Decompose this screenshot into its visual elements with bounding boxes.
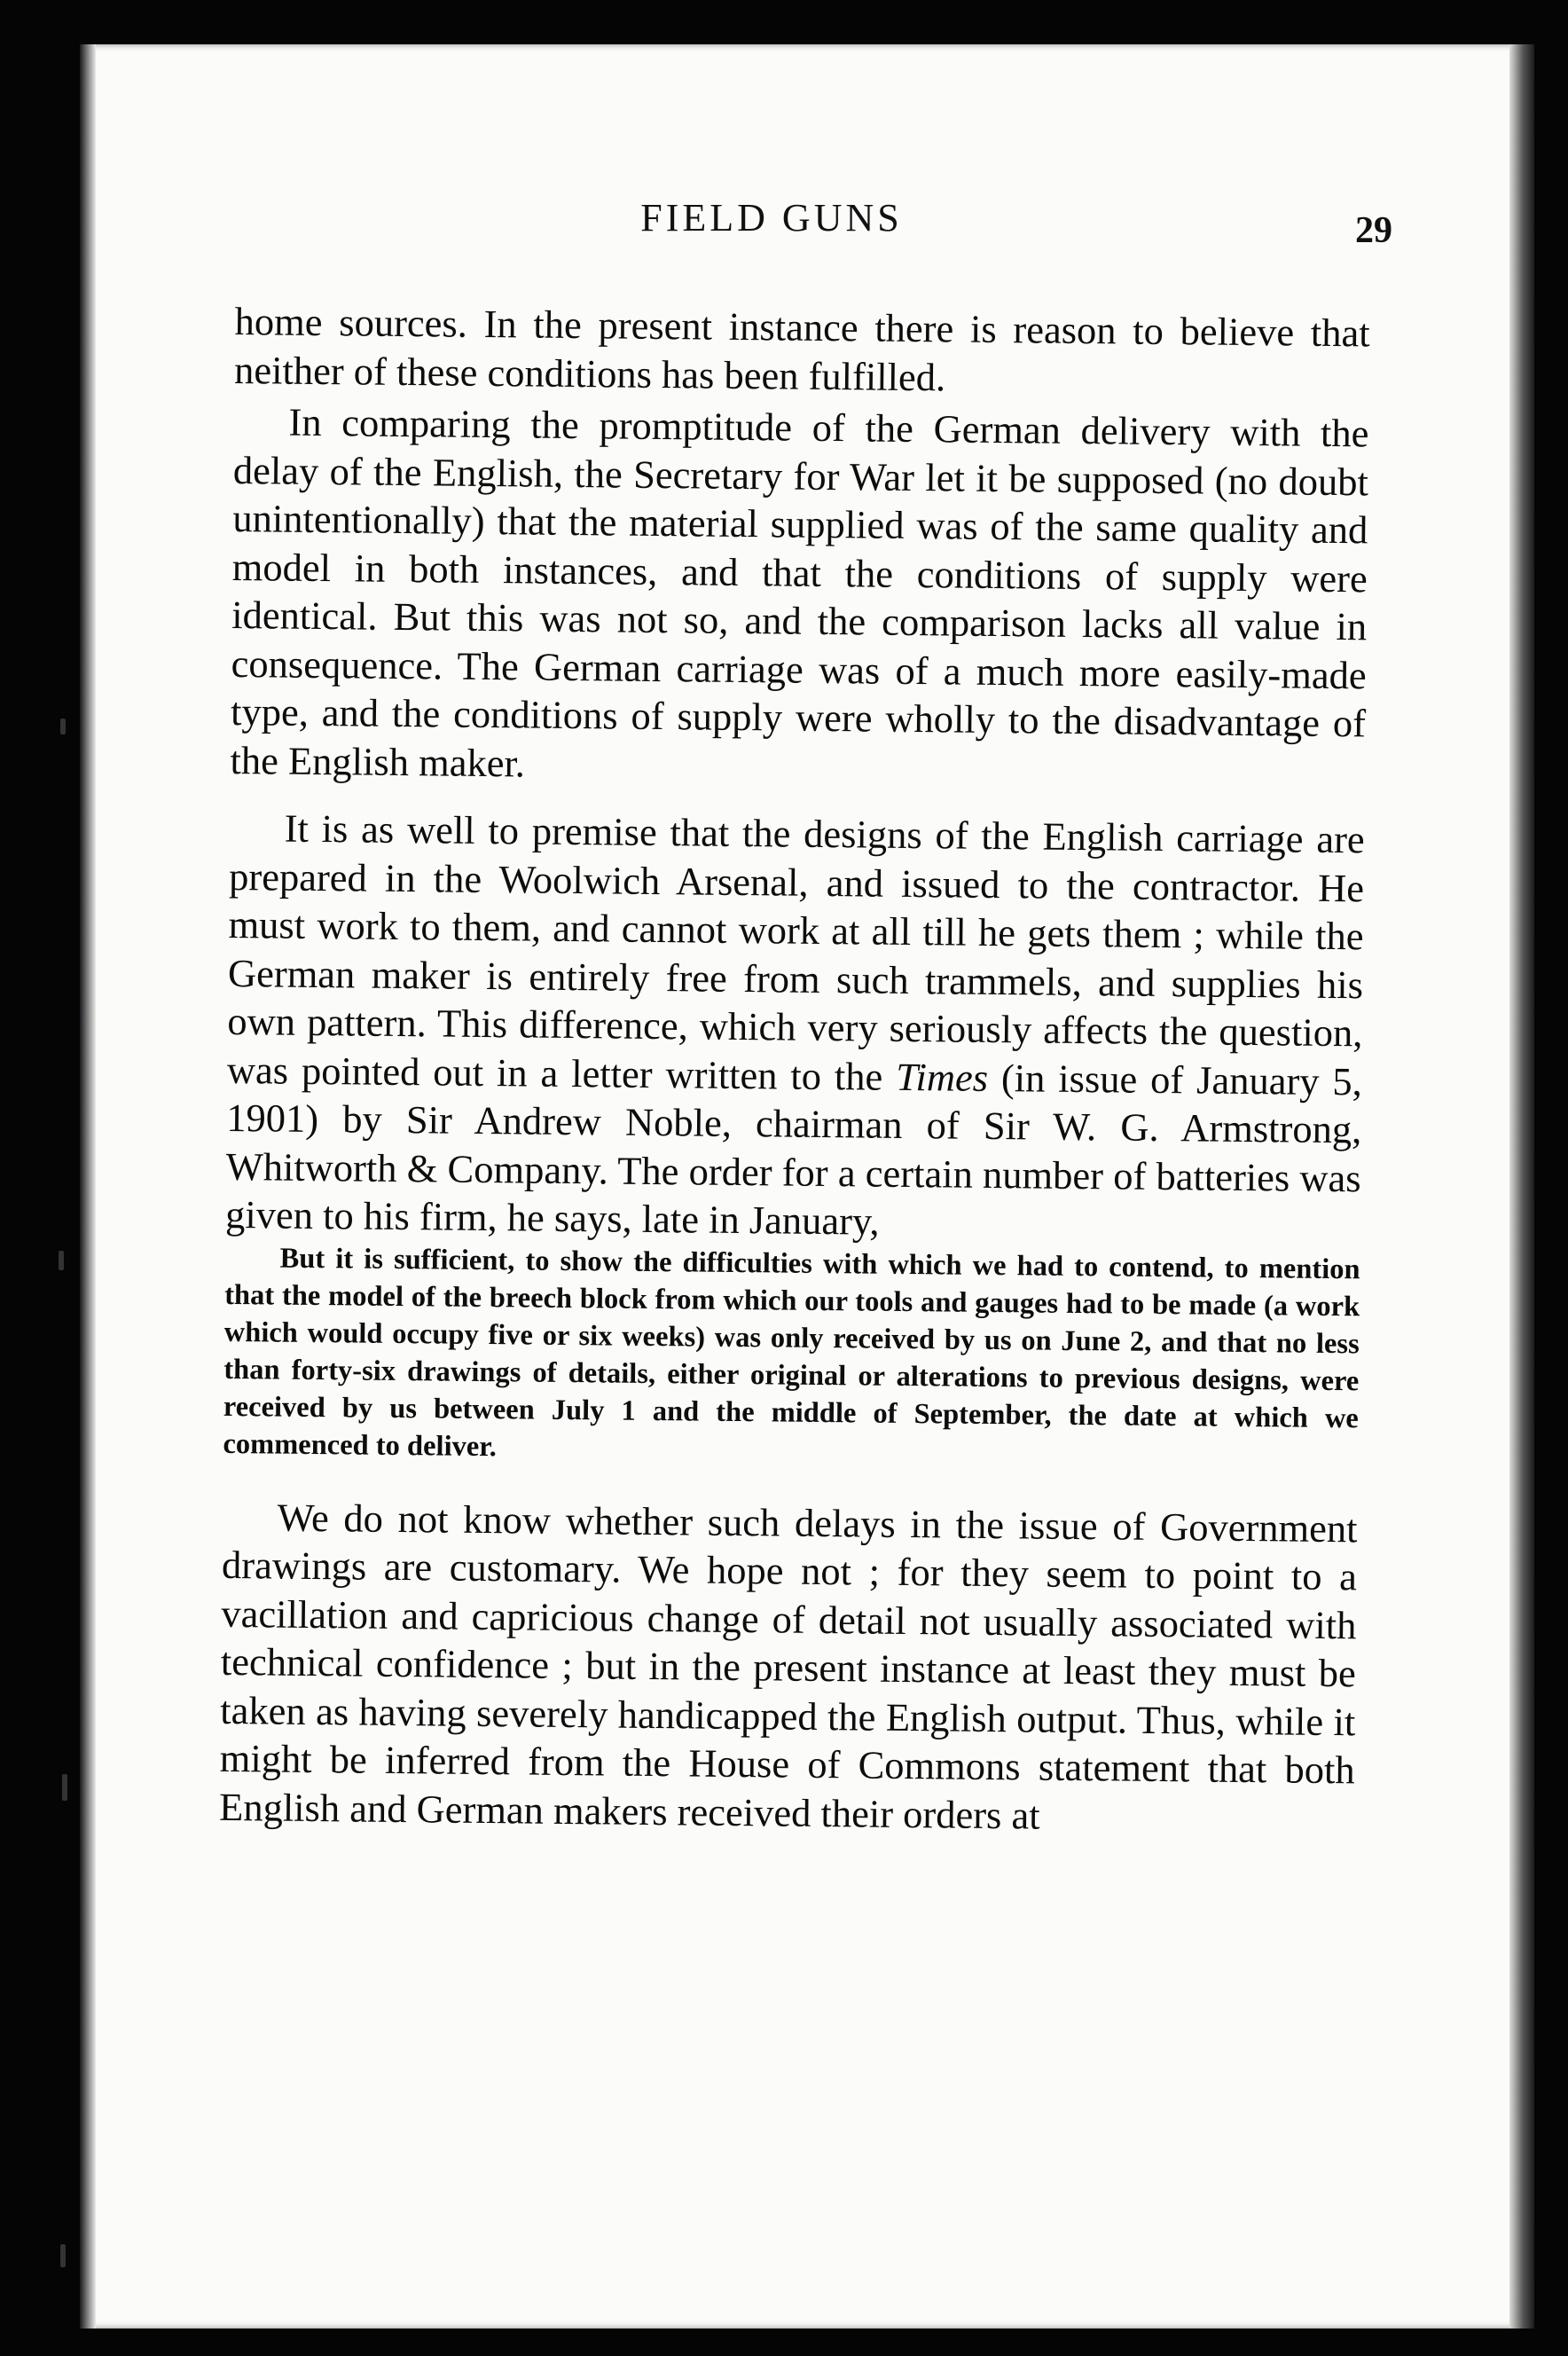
margin-speck xyxy=(60,2244,66,2267)
page-fore-edge xyxy=(1509,44,1534,2329)
page-header xyxy=(80,195,1534,257)
paragraph-continued: home sources. In the present instance there is reason to believe that neither of these conditions has been fulfilled. xyxy=(233,298,1370,399)
margin-speck xyxy=(60,719,66,734)
times-newspaper-title: Times xyxy=(895,1054,989,1100)
body-text xyxy=(219,297,1370,1842)
block-quote: But it is sufficient, to show the difficulties with which we had to contend, to mention that the model of the breech block from which our tools and gauges had to be made (a work which would occupy five or six weeks) was only received by us on June 2, and that no less than forty-six drawings of details, either original or alterations to previous designs, were received by us between July 1 and the middle of September, the date at which we commenced to deliver. xyxy=(223,1242,1360,1463)
running-head: FIELD GUNS xyxy=(640,196,903,240)
paragraph-designs-text-b: (in issue of January 5, 1901) by Sir Andrew Noble, chairman of Sir W. G. Armstrong, Whitworth & Company. The order for a certain number of batteries was given to his firm, he says, late in January, xyxy=(224,1055,1363,1244)
paragraph-closing: We do not know whether such delays in the issue of Government drawings are customary. We hope not ; for they seem to point to a vacillation and capricious change of detail not usually associated with technical confidence ; but in the present instance at least they must be taken as having severely handicapped the English output. Thus, while it might be inferred from the House of Commons statement that both English and German makers received their orders at xyxy=(218,1495,1358,1838)
book-page xyxy=(80,44,1534,2329)
page-number: 29 xyxy=(1355,210,1392,251)
paragraph-designs xyxy=(225,804,1365,1251)
paragraph-designs-text-a: It is as well to premise that the designs of the English carriage are prepared in the Woolwich Arsenal, and issued to the contractor. He must work to them, and cannot work at all till he gets them ; while the German maker is entirely free from such trammels, and supplies his own pattern. This difference, which very seriously affects the question, was pointed out in a letter written to the xyxy=(226,805,1365,1099)
margin-speck xyxy=(59,1251,64,1270)
margin-speck xyxy=(62,1774,67,1801)
page-gutter-shadow xyxy=(80,44,96,2329)
paragraph-comparison: In comparing the promptitude of the German delivery with the delay of the English, the Secretary for War let it be supposed (no doubt unintentionally) that the material supplied was of the same quality and model in both instances, and that the conditions of supply were identical. But this was not so, and the comparison lacks all value in consequence. The German carriage was of a much more easily-made type, and the conditions of supply were wholly to the disadvantage of the English maker. xyxy=(230,399,1369,785)
